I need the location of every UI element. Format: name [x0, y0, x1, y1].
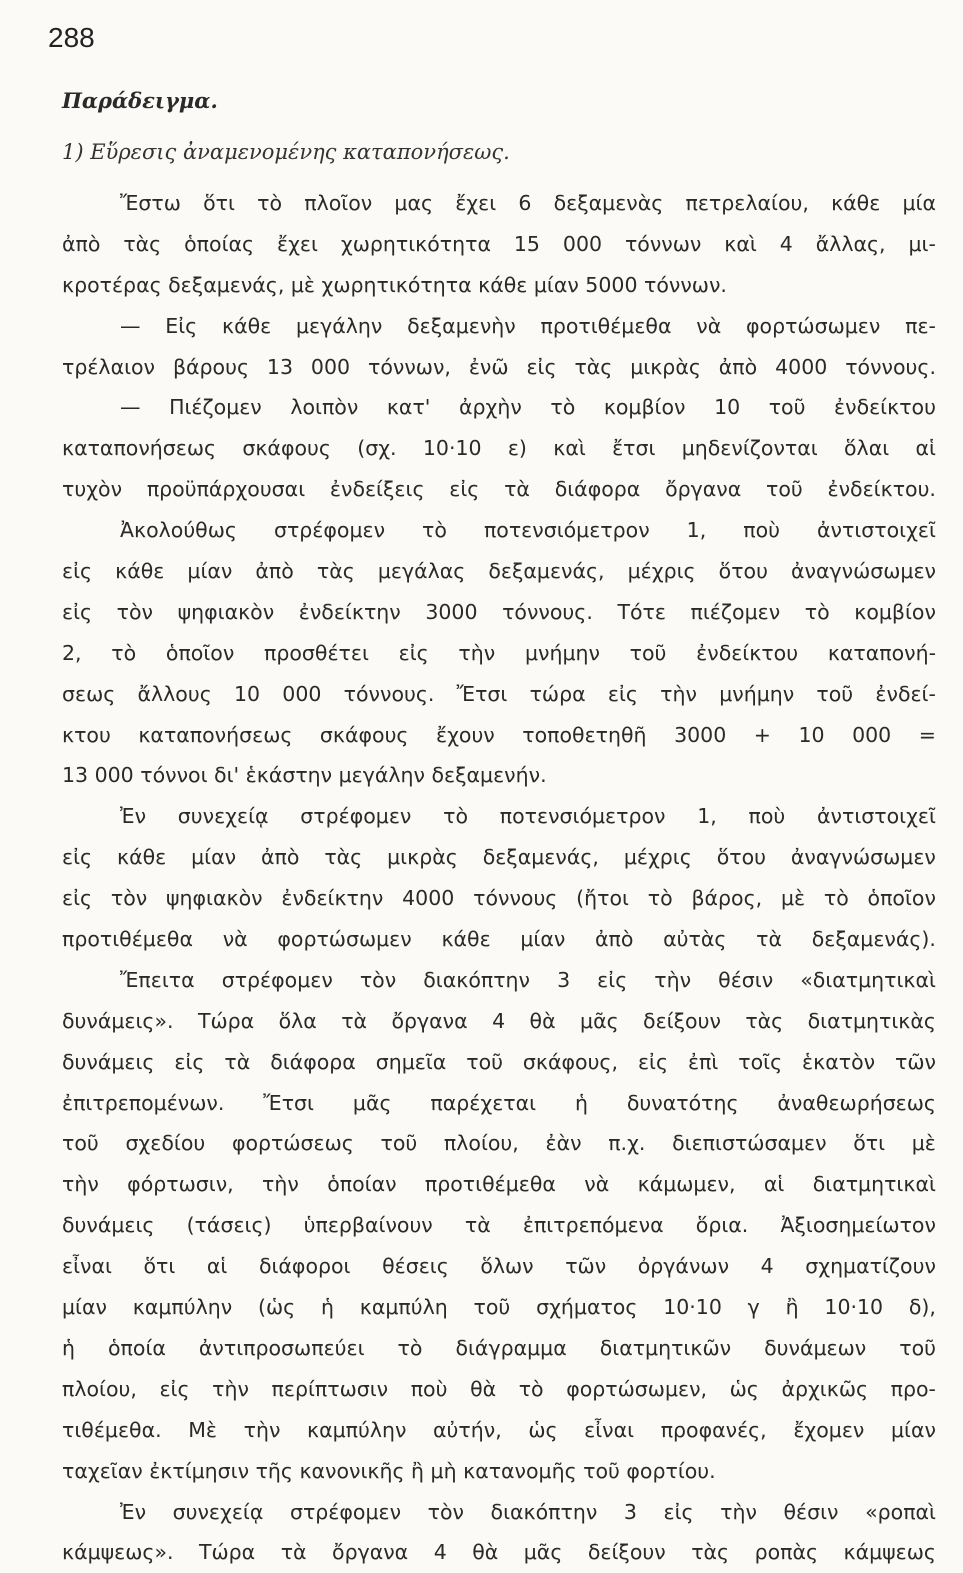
- text-line: 2, τὸ ὁποῖον προσθέτει εἰς τὴν μνήμην τοῦ ἐνδείκτου καταπονή-: [62, 640, 936, 665]
- example-subheading: 1) Εὕρεσις ἀναμενομένης καταπονήσεως.: [62, 140, 510, 164]
- text-line: Ἔστω ὅτι τὸ πλοῖον μας ἔχει 6 δεξαμενὰς πετρελαίου, κάθε μία: [120, 191, 936, 215]
- text-line: πλοίου, εἰς τὴν περίπτωσιν ποὺ θὰ τὸ φορτώσωμεν, ὡς ἀρχικῶς προ-: [62, 1376, 936, 1401]
- text-line: εἰς τὸν ψηφιακὸν ἐνδείκτην 4000 τόννους (ἤτοι τὸ βάρος, μὲ τὸ ὁποῖον: [62, 886, 936, 911]
- page-number: 288: [48, 22, 95, 53]
- text-line: δυνάμεις εἰς τὰ διάφορα σημεῖα τοῦ σκάφους, εἰς ἐπὶ τοῖς ἑκατὸν τῶν: [62, 1049, 936, 1074]
- text-line: ἐπιτρεπομένων. Ἔτσι μᾶς παρέχεται ἡ δυνατότης ἀναθεωρήσεως: [62, 1090, 936, 1115]
- body-text: [62, 183, 936, 1573]
- text-line: δυνάμεις». Τώρα ὅλα τὰ ὄργανα 4 θὰ μᾶς δείξουν τὰς διατμητικὰς: [62, 1008, 936, 1033]
- text-line: μίαν καμπύλην (ὡς ἡ καμπύλη τοῦ σχήματος 10·10 γ ἢ 10·10 δ),: [62, 1295, 936, 1320]
- text-line: ἡ ὁποία ἀντιπροσωπεύει τὸ διάγραμμα διατμητικῶν δυνάμεων τοῦ: [62, 1335, 936, 1360]
- text-line: τυχὸν προϋπάρχουσαι ἐνδείξεις εἰς τὰ διάφορα ὄργανα τοῦ ἐνδείκτου.: [62, 477, 936, 502]
- text-line: 13 000 τόννοι δι' ἑκάστην μεγάλην δεξαμενήν.: [62, 763, 547, 788]
- text-line: εἰς κάθε μίαν ἀπὸ τὰς μεγάλας δεξαμενάς, μέχρις ὅτου ἀναγνώσωμεν: [62, 559, 936, 584]
- text-line: εἶναι ὅτι αἱ διάφοροι θέσεις ὅλων τῶν ὀργάνων 4 σχηματίζουν: [62, 1254, 936, 1279]
- text-line: εἰς τὸν ψηφιακὸν ἐνδείκτην 3000 τόννους. Τότε πιέζομεν τὸ κομβίον: [62, 599, 936, 624]
- text-line: εἰς κάθε μίαν ἀπὸ τὰς μικρὰς δεξαμενάς, μέχρις ὅτου ἀναγνώσωμεν: [62, 845, 936, 870]
- text-line: τοῦ σχεδίου φορτώσεως τοῦ πλοίου, ἐὰν π.χ. διεπιστώσαμεν ὅτι μὲ: [62, 1131, 936, 1156]
- text-line: κροτέρας δεξαμενάς, μὲ χωρητικότητα κάθε μίαν 5000 τόννων.: [62, 272, 727, 297]
- text-line: ταχεῖαν ἐκτίμησιν τῆς κανονικῆς ἢ μὴ κατανομῆς τοῦ φορτίου.: [62, 1458, 716, 1483]
- section-heading: Παράδειγμα.: [62, 88, 218, 113]
- text-line: τιθέμεθα. Μὲ τὴν καμπύλην αὐτήν, ὡς εἶναι προφανές, ἔχομεν μίαν: [62, 1417, 936, 1442]
- text-line: Ἐν συνεχείᾳ στρέφομεν τὸ ποτενσιόμετρον 1, ποὺ ἀντιστοιχεῖ: [120, 804, 936, 829]
- text-line: τρέλαιον βάρους 13 000 τόννων, ἐνῶ εἰς τὰς μικρὰς ἀπὸ 4000 τόννους.: [62, 354, 936, 379]
- text-line: καταπονήσεως σκάφους (σχ. 10·10 ε) καὶ ἔτσι μηδενίζονται ὅλαι αἱ: [62, 436, 936, 461]
- text-line: ἀπὸ τὰς ὁποίας ἔχει χωρητικότητα 15 000 τόννων καὶ 4 ἄλλας, μι-: [62, 231, 936, 256]
- text-line: δυνάμεις (τάσεις) ὑπερβαίνουν τὰ ἐπιτρεπόμενα ὅρια. Ἀξιοσημείωτον: [62, 1213, 936, 1238]
- text-line: Ἔπειτα στρέφομεν τὸν διακόπτην 3 εἰς τὴν θέσιν «διατμητικαὶ: [120, 967, 936, 992]
- text-line: — Πιέζομεν λοιπὸν κατ' ἀρχὴν τὸ κομβίον 10 τοῦ ἐνδείκτου: [120, 395, 936, 420]
- text-line: κτου καταπονήσεως σκάφους ἔχουν τοποθετηθῆ 3000 + 10 000 =: [62, 722, 936, 747]
- text-line: — Εἰς κάθε μεγάλην δεξαμενὴν προτιθέμεθα νὰ φορτώσωμεν πε-: [120, 313, 936, 338]
- text-line: σεως ἄλλους 10 000 τόννους. Ἔτσι τώρα εἰς τὴν μνήμην τοῦ ἐνδεί-: [62, 681, 936, 706]
- text-line: προτιθέμεθα νὰ φορτώσωμεν κάθε μίαν ἀπὸ αὐτὰς τὰ δεξαμενάς).: [62, 927, 936, 952]
- text-line: τὴν φόρτωσιν, τὴν ὁποίαν προτιθέμεθα νὰ κάμωμεν, αἱ διατμητικαὶ: [62, 1172, 936, 1197]
- text-line: Ἐν συνεχείᾳ στρέφομεν τὸν διακόπτην 3 εἰς τὴν θέσιν «ροπαὶ: [120, 1499, 936, 1524]
- text-line: Ἀκολούθως στρέφομεν τὸ ποτενσιόμετρον 1, ποὺ ἀντιστοιχεῖ: [120, 518, 936, 543]
- text-line: κάμψεως». Τώρα τὰ ὄργανα 4 θὰ μᾶς δείξουν τὰς ροπὰς κάμψεως: [62, 1540, 936, 1565]
